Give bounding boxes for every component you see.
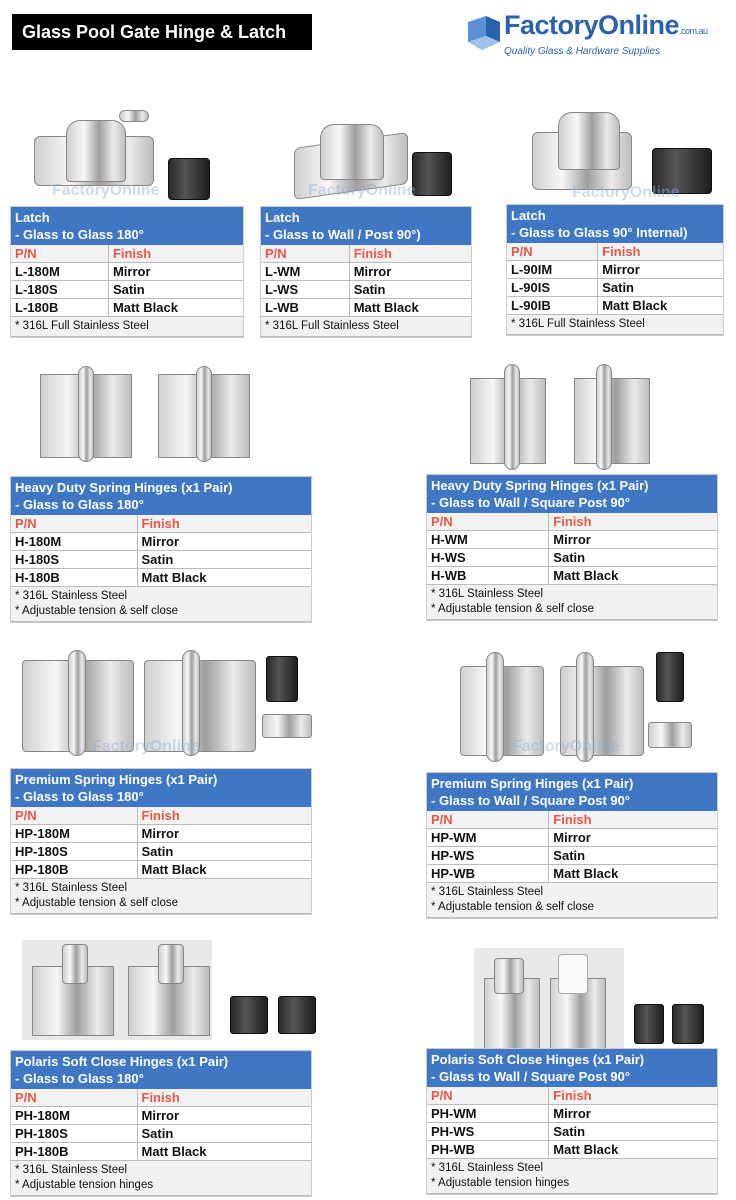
table-header-row xyxy=(427,513,717,531)
heavy-duty-180-image xyxy=(40,366,270,466)
card-notes xyxy=(427,883,717,918)
product-card-polaris-wall xyxy=(426,1048,718,1195)
table-row xyxy=(11,533,311,551)
finish: Satin xyxy=(137,551,311,569)
column-header-pn: P/N xyxy=(427,811,549,829)
table-row xyxy=(507,261,723,279)
column-header-finish: Finish xyxy=(137,1089,311,1107)
note-line: * 316L Stainless Steel xyxy=(431,1162,544,1174)
note-line: * 316L Full Stainless Steel xyxy=(265,320,399,332)
watermark: FactoryOnline xyxy=(512,738,620,755)
note-line: * 316L Stainless Steel xyxy=(15,882,128,894)
table-header-row xyxy=(11,515,311,533)
table-row xyxy=(11,861,311,879)
table-row xyxy=(427,829,717,847)
part-number: PH-180S xyxy=(11,1125,137,1143)
table-row xyxy=(11,551,311,569)
part-number: PH-WB xyxy=(427,1141,549,1159)
card-header xyxy=(11,1051,311,1089)
page-title: Glass Pool Gate Hinge & Latch xyxy=(12,14,312,50)
table-header-row xyxy=(11,245,243,263)
table-header-row xyxy=(11,807,311,825)
note-line: * Adjustable tension & self close xyxy=(15,897,179,909)
card-notes xyxy=(507,315,723,335)
card-header xyxy=(11,207,243,245)
finish: Matt Black xyxy=(108,299,243,317)
card-subtitle: - Glass to Glass 180° xyxy=(15,789,144,804)
product-table xyxy=(427,811,717,883)
column-header-finish: Finish xyxy=(549,1087,717,1105)
finish: Satin xyxy=(598,279,723,297)
finish: Matt Black xyxy=(349,299,471,317)
table-row xyxy=(11,825,311,843)
part-number: HP-180B xyxy=(11,861,137,879)
part-number: L-WS xyxy=(261,281,349,299)
table-row xyxy=(507,279,723,297)
card-subtitle: - Glass to Glass 180° xyxy=(15,497,144,512)
finish: Mirror xyxy=(137,825,311,843)
card-subtitle: - Glass to Wall / Square Post 90° xyxy=(431,1069,631,1084)
finish: Mirror xyxy=(549,1105,717,1123)
finish: Matt Black xyxy=(137,1143,311,1161)
part-number: PH-WM xyxy=(427,1105,549,1123)
card-notes xyxy=(427,1159,717,1194)
finish: Matt Black xyxy=(137,861,311,879)
finish: Matt Black xyxy=(549,567,717,585)
part-number: H-WM xyxy=(427,531,549,549)
finish: Mirror xyxy=(108,263,243,281)
finish: Mirror xyxy=(137,533,311,551)
part-number: H-WS xyxy=(427,549,549,567)
table-row xyxy=(427,1105,717,1123)
finish: Satin xyxy=(549,549,717,567)
card-notes xyxy=(261,317,471,337)
note-line: * 316L Stainless Steel xyxy=(431,588,544,600)
logo-brand: FactoryOnline xyxy=(504,10,680,40)
part-number: L-180M xyxy=(11,263,108,281)
finish: Mirror xyxy=(137,1107,311,1125)
column-header-finish: Finish xyxy=(598,243,723,261)
card-subtitle: - Glass to Glass 90° Internal) xyxy=(511,225,688,240)
watermark: FactoryOnline xyxy=(52,182,160,199)
note-line: * Adjustable tension hinges xyxy=(15,1179,154,1191)
column-header-finish: Finish xyxy=(349,245,471,263)
finish: Mirror xyxy=(549,531,717,549)
card-title: Premium Spring Hinges (x1 Pair) xyxy=(431,776,634,791)
table-row xyxy=(261,299,471,317)
watermark: FactoryOnline xyxy=(92,738,200,755)
table-header-row xyxy=(427,811,717,829)
card-subtitle: - Glass to Wall / Square Post 90° xyxy=(431,793,631,808)
note-line: * Adjustable tension & self close xyxy=(431,603,595,615)
part-number: PH-WS xyxy=(427,1123,549,1141)
part-number: HP-180M xyxy=(11,825,137,843)
column-header-pn: P/N xyxy=(11,807,137,825)
card-title: Latch xyxy=(15,210,50,225)
table-row xyxy=(507,297,723,315)
part-number: HP-WB xyxy=(427,865,549,883)
product-table xyxy=(261,245,471,317)
note-line: * Adjustable tension & self close xyxy=(431,901,595,913)
table-row xyxy=(11,281,243,299)
card-subtitle: - Glass to Glass 180° xyxy=(15,1071,144,1086)
column-header-pn: P/N xyxy=(427,1087,549,1105)
part-number: L-90IB xyxy=(507,297,598,315)
note-line: * 316L Full Stainless Steel xyxy=(511,318,645,330)
note-line: * 316L Stainless Steel xyxy=(15,1164,128,1176)
table-row xyxy=(11,299,243,317)
table-row xyxy=(427,549,717,567)
table-header-row xyxy=(261,245,471,263)
column-header-pn: P/N xyxy=(507,243,598,261)
card-notes xyxy=(11,587,311,622)
table-row xyxy=(261,263,471,281)
card-header xyxy=(427,1049,717,1087)
polaris-wall-image xyxy=(474,948,714,1060)
table-header-row xyxy=(507,243,723,261)
part-number: HP-180S xyxy=(11,843,137,861)
finish: Matt Black xyxy=(549,1141,717,1159)
table-row xyxy=(427,865,717,883)
product-table xyxy=(427,1087,717,1159)
table-row xyxy=(427,567,717,585)
card-notes xyxy=(427,585,717,620)
card-header xyxy=(427,475,717,513)
polaris-180-image xyxy=(22,940,322,1040)
product-card-premium-180 xyxy=(10,768,312,915)
finish: Matt Black xyxy=(137,569,311,587)
card-notes xyxy=(11,317,243,337)
product-card-latch-90 xyxy=(506,204,724,336)
card-title: Latch xyxy=(265,210,300,225)
logo-tld: .com.au xyxy=(679,26,708,36)
part-number: H-180M xyxy=(11,533,137,551)
finish: Mirror xyxy=(598,261,723,279)
card-header xyxy=(261,207,471,245)
card-header xyxy=(427,773,717,811)
table-row xyxy=(427,1123,717,1141)
product-table xyxy=(11,245,243,317)
part-number: L-180S xyxy=(11,281,108,299)
column-header-finish: Finish xyxy=(549,513,717,531)
note-line: * 316L Full Stainless Steel xyxy=(15,320,149,332)
card-subtitle: - Glass to Wall / Post 90°) xyxy=(265,227,421,242)
part-number: L-90IS xyxy=(507,279,598,297)
card-subtitle: - Glass to Wall / Square Post 90° xyxy=(431,495,631,510)
logo-mark-icon xyxy=(466,14,502,54)
part-number: H-180B xyxy=(11,569,137,587)
column-header-pn: P/N xyxy=(427,513,549,531)
premium-180-image xyxy=(22,650,312,760)
part-number: HP-WS xyxy=(427,847,549,865)
card-title: Polaris Soft Close Hinges (x1 Pair) xyxy=(15,1054,229,1069)
watermark: FactoryOnline xyxy=(308,182,416,199)
product-table xyxy=(11,1089,311,1161)
part-number: L-WB xyxy=(261,299,349,317)
table-header-row xyxy=(11,1089,311,1107)
latch-90-image xyxy=(532,98,722,204)
product-table xyxy=(11,807,311,879)
table-row xyxy=(11,1107,311,1125)
card-title: Premium Spring Hinges (x1 Pair) xyxy=(15,772,218,787)
table-row xyxy=(11,569,311,587)
note-line: * Adjustable tension & self close xyxy=(15,605,179,617)
part-number: L-90IM xyxy=(507,261,598,279)
column-header-finish: Finish xyxy=(137,807,311,825)
premium-wall-image xyxy=(460,652,700,764)
card-subtitle: - Glass to Glass 180° xyxy=(15,227,144,242)
finish: Satin xyxy=(137,843,311,861)
table-row xyxy=(11,1125,311,1143)
table-row xyxy=(427,847,717,865)
table-row xyxy=(11,843,311,861)
finish: Satin xyxy=(549,1123,717,1141)
column-header-pn: P/N xyxy=(11,515,137,533)
product-card-premium-wall xyxy=(426,772,718,919)
heavy-duty-wall-image xyxy=(470,364,680,472)
card-header xyxy=(11,477,311,515)
product-table xyxy=(427,513,717,585)
finish: Mirror xyxy=(349,263,471,281)
note-line: * Adjustable tension hinges xyxy=(431,1177,570,1189)
product-card-latch-180 xyxy=(10,206,244,338)
finish: Satin xyxy=(549,847,717,865)
finish: Mirror xyxy=(549,829,717,847)
card-title: Heavy Duty Spring Hinges (x1 Pair) xyxy=(431,478,649,493)
card-header xyxy=(507,205,723,243)
product-card-polaris-180 xyxy=(10,1050,312,1197)
finish: Satin xyxy=(349,281,471,299)
note-line: * 316L Stainless Steel xyxy=(15,590,128,602)
card-title: Heavy Duty Spring Hinges (x1 Pair) xyxy=(15,480,233,495)
table-row xyxy=(427,1141,717,1159)
part-number: PH-180M xyxy=(11,1107,137,1125)
finish: Matt Black xyxy=(598,297,723,315)
product-card-heavy-duty-wall xyxy=(426,474,718,621)
part-number: PH-180B xyxy=(11,1143,137,1161)
column-header-pn: P/N xyxy=(261,245,349,263)
finish: Matt Black xyxy=(549,865,717,883)
watermark: FactoryOnline xyxy=(572,184,680,201)
card-notes xyxy=(11,1161,311,1196)
column-header-pn: P/N xyxy=(11,1089,137,1107)
finish: Satin xyxy=(108,281,243,299)
table-row xyxy=(427,531,717,549)
note-line: * 316L Stainless Steel xyxy=(431,886,544,898)
part-number: L-180B xyxy=(11,299,108,317)
table-row xyxy=(261,281,471,299)
table-row xyxy=(11,1143,311,1161)
card-header xyxy=(11,769,311,807)
card-title: Latch xyxy=(511,208,546,223)
latch-wall-image xyxy=(290,110,460,210)
product-card-latch-wall xyxy=(260,206,472,338)
factoryonline-logo[interactable] xyxy=(466,10,726,60)
column-header-finish: Finish xyxy=(549,811,717,829)
card-notes xyxy=(11,879,311,914)
part-number: H-180S xyxy=(11,551,137,569)
product-card-heavy-duty-180 xyxy=(10,476,312,623)
column-header-finish: Finish xyxy=(137,515,311,533)
product-table xyxy=(11,515,311,587)
column-header-pn: P/N xyxy=(11,245,108,263)
finish: Satin xyxy=(137,1125,311,1143)
table-header-row xyxy=(427,1087,717,1105)
card-title: Polaris Soft Close Hinges (x1 Pair) xyxy=(431,1052,645,1067)
part-number: H-WB xyxy=(427,567,549,585)
part-number: L-WM xyxy=(261,263,349,281)
column-header-finish: Finish xyxy=(108,245,243,263)
table-row xyxy=(11,263,243,281)
latch-180-image xyxy=(34,96,204,206)
part-number: HP-WM xyxy=(427,829,549,847)
logo-tagline: Quality Glass & Hardware Supplies xyxy=(504,46,661,57)
product-table xyxy=(507,243,723,315)
